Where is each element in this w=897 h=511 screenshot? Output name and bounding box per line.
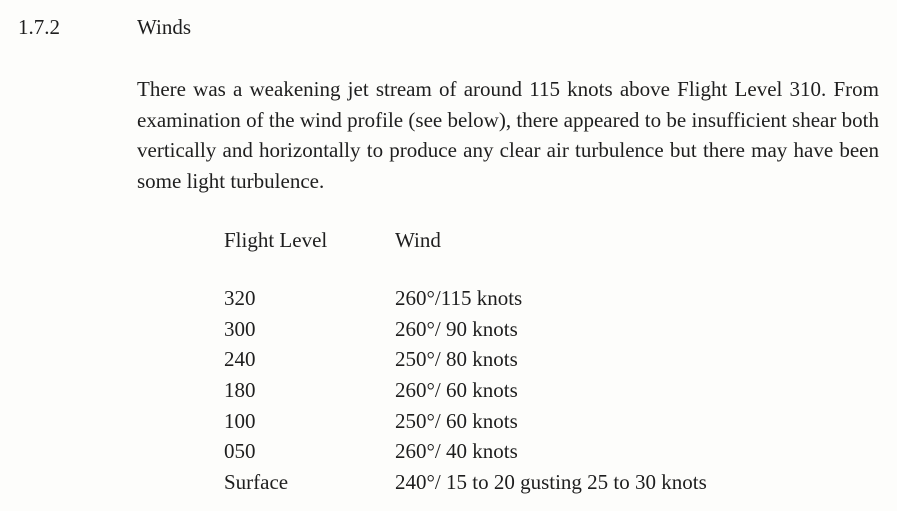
body-paragraph: There was a weakening jet stream of around 115 knots above Flight Level 310. From examination of the wind profile (see below), there appeared to be insufficient shear both vertically and horizontally to produce any clear air turbulence but there may have been some light turbulence. [137,77,879,193]
header-wind: Wind [395,228,441,252]
table-row [224,470,707,501]
wind-cell: 240°/ 15 to 20 gusting 25 to 30 knots [395,470,707,495]
table-row [224,286,707,317]
flight-level-cell: 050 [224,439,256,464]
flight-level-cell: 100 [224,408,256,433]
table-row [224,439,707,470]
table-row [224,317,707,348]
wind-cell: 260°/115 knots [395,286,523,310]
wind-cell: 260°/ 60 knots [395,378,518,403]
table-row [224,378,707,409]
flight-level-cell: 320 [224,286,256,310]
flight-level-cell: 300 [224,316,256,341]
flight-level-cell: 240 [224,347,256,372]
wind-cell: 260°/ 90 knots [395,316,518,341]
flight-level-cell: Surface [224,470,289,495]
table-header-row [224,228,707,258]
table-spacer [224,258,707,286]
wind-profile-table [224,228,707,501]
wind-cell: 250°/ 80 knots [395,347,518,372]
section-number: 1.7.2 [18,15,60,39]
table-row [224,347,707,378]
section-title: Winds [137,15,191,39]
wind-cell: 260°/ 40 knots [395,439,518,464]
header-flight-level: Flight Level [224,228,328,252]
table-row [224,409,707,440]
flight-level-cell: 180 [224,378,256,403]
wind-cell: 250°/ 60 knots [395,408,518,433]
